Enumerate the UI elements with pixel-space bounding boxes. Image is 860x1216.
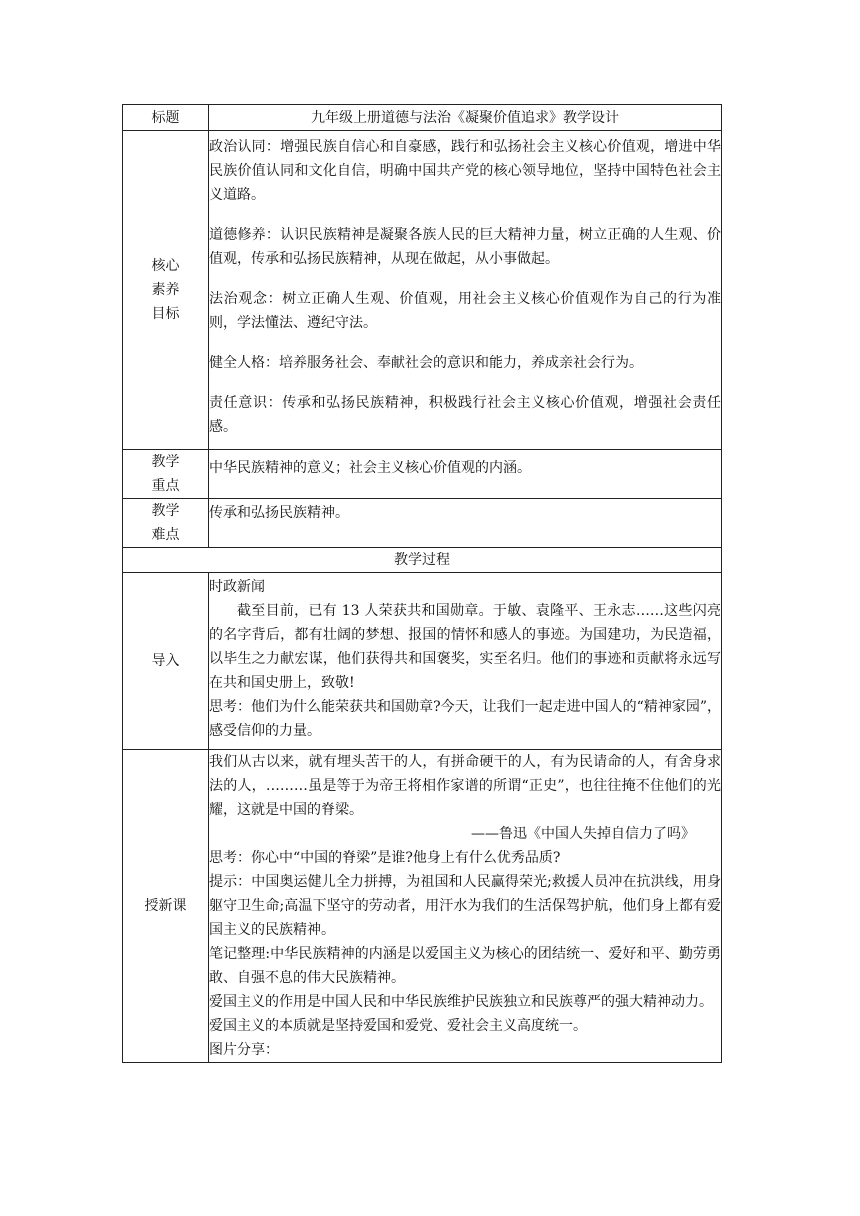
goals-row xyxy=(123,131,722,450)
intro-heading: 时政新闻 xyxy=(209,579,265,595)
image-share-label: 图片分享： xyxy=(209,1042,279,1058)
goals-content xyxy=(209,131,722,450)
goal-rule-of-law: 法治观念：树立正确人生观、价值观，用社会主义核心价值观作为自己的行为准则，学法懂法、遵纪守法。 xyxy=(209,291,721,331)
title-row xyxy=(123,105,722,131)
goal-responsibility: 责任意识：传承和弘扬民族精神，积极践行社会主义核心价值观，增强社会责任感。 xyxy=(209,395,721,435)
key-points-label xyxy=(123,450,209,499)
difficulties-label xyxy=(123,499,209,548)
intro-question: 思考：他们为什么能荣获共和国勋章?今天，让我们一起走进中国人的“精神家园”，感受信仰的力量。 xyxy=(209,699,721,739)
quote-source: ——鲁迅《中国人失掉自信力了吗》 xyxy=(471,826,695,842)
new-lesson-row xyxy=(123,750,722,1063)
key-points-text: 中华民族精神的意义；社会主义核心价值观的内涵。 xyxy=(209,450,722,499)
process-header: 教学过程 xyxy=(123,548,722,573)
goals-label xyxy=(123,131,209,450)
goals-label-line: 核心 xyxy=(151,258,180,274)
key-points-row xyxy=(123,450,722,499)
title-label: 标题 xyxy=(123,105,209,131)
new-lesson-label: 授新课 xyxy=(123,750,209,1063)
document-title: 九年级上册道德与法治《凝聚价值追求》教学设计 xyxy=(209,105,722,131)
intro-news-body: 截至目前，已有 13 人荣获共和国勋章。于敏、袁隆平、王永志……这些闪亮的名字背后，都有壮阔的梦想、报国的情怀和感人的事迹。为国建功，为民造福，以毕生之力献宏谋，他们获得共和国褒奖，实至名归。他们的事迹和贡献将永远写在共和国史册上，致敬! xyxy=(209,603,721,691)
patriotism-essence: 爱国主义的本质就是坚持爱国和爱党、爱社会主义高度统一。 xyxy=(209,1018,587,1034)
process-header-row xyxy=(123,548,722,573)
patriotism-role: 爱国主义的作用是中国人民和中华民族维护民族独立和民族尊严的强大精神动力。 xyxy=(209,994,713,1010)
difficulties-label-line: 教学 xyxy=(151,503,180,519)
goals-label-line: 素养 xyxy=(151,282,180,298)
intro-row xyxy=(123,573,722,750)
intro-label: 导入 xyxy=(123,573,209,750)
key-points-label-line: 重点 xyxy=(151,478,180,494)
difficulties-row xyxy=(123,499,722,548)
goal-political-identity: 政治认同：增强民族自信心和自豪感，践行和弘扬社会主义核心价值观，增进中华民族价值认同和文化自信，明确中国共产党的核心领导地位，坚持中国特色社会主义道路。 xyxy=(209,139,721,203)
new-lesson-content xyxy=(209,750,722,1063)
difficulties-label-line: 难点 xyxy=(151,527,180,543)
goal-sound-personality: 健全人格：培养服务社会、奉献社会的意识和能力，养成亲社会行为。 xyxy=(209,355,643,371)
goal-moral-cultivation: 道德修养：认识民族精神是凝聚各族人民的巨大精神力量，树立正确的人生观、价值观，传承和弘扬民族精神，从现在做起，从小事做起。 xyxy=(209,227,721,267)
lu-xun-quote: 我们从古以来，就有埋头苦干的人，有拼命硬干的人，有为民请命的人，有舍身求法的人，………虽是等于为帝王将相作家谱的所谓“正史”，也往往掩不住他们的光耀，这就是中国的脊梁。 xyxy=(209,754,721,818)
intro-content xyxy=(209,573,722,750)
lesson-question: 思考：你心中“中国的脊梁”是谁?他身上有什么优秀品质? xyxy=(209,850,561,866)
goals-label-line: 目标 xyxy=(151,306,180,322)
lesson-hint: 提示：中国奥运健儿全力拼搏，为祖国和人民赢得荣光;救援人员冲在抗洪线，用身躯守卫生命;高温下坚守的劳动者，用汗水为我们的生活保驾护航，他们身上都有爱国主义的民族精神。 xyxy=(209,874,721,938)
lesson-notes: 笔记整理:中华民族精神的内涵是以爱国主义为核心的团结统一、爱好和平、勤劳勇敢、自强不息的伟大民族精神。 xyxy=(209,946,721,986)
difficulties-text: 传承和弘扬民族精神。 xyxy=(209,499,722,548)
key-points-label-line: 教学 xyxy=(151,454,180,470)
lesson-plan-table xyxy=(122,104,722,1063)
